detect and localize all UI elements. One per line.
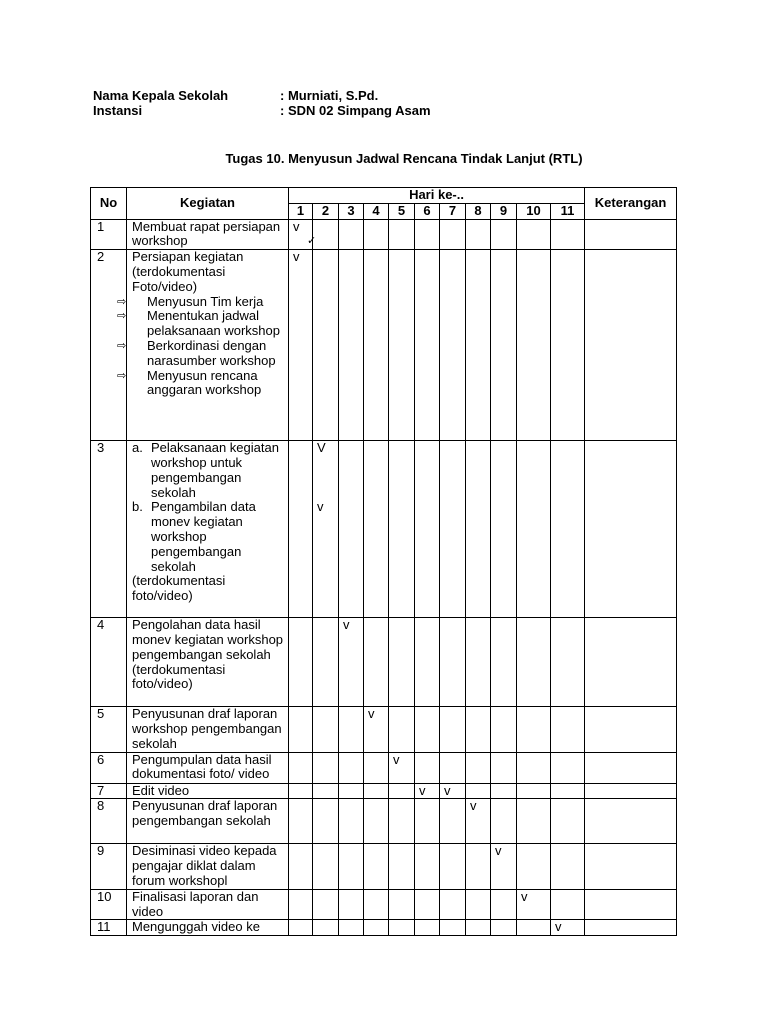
day-cell-4: [364, 844, 389, 889]
activity-text: Mengunggah video ke: [132, 919, 260, 935]
day-cell-6: [415, 618, 440, 707]
sub-activity-item: ⇨ Menyusun Tim kerja: [117, 293, 264, 309]
day-cell-8: [466, 707, 491, 752]
day-cell-10: [517, 752, 551, 783]
sub-activity-item: ⇨ Menentukan jadwal pelaksanaan workshop: [117, 308, 280, 339]
day-cell-11: [551, 752, 585, 783]
day-cell-9: [491, 799, 517, 844]
day-header-4: 4: [364, 203, 389, 219]
day-header-11: 11: [551, 203, 585, 219]
day-cell-5: [389, 752, 415, 783]
check-mark: v: [555, 919, 562, 935]
day-cell-3: [339, 920, 364, 936]
day-cell-3: [339, 250, 364, 441]
check-mark: v: [343, 617, 350, 633]
day-cell-8: [466, 752, 491, 783]
activity-cell: [127, 219, 289, 250]
day-cell-10: [517, 920, 551, 936]
table-row: [91, 844, 677, 889]
day-cell-6: [415, 752, 440, 783]
day-cell-4: [364, 618, 389, 707]
day-cell-11: [551, 889, 585, 920]
arrow-bullet-icon: ⇨: [117, 339, 127, 352]
day-cell-2: [313, 752, 339, 783]
check-mark: v: [495, 843, 502, 859]
activity-cell: [127, 707, 289, 752]
rtl-schedule-table: [90, 187, 677, 936]
sub-activity-item: ⇨ Menyusun rencana anggaran workshop: [117, 367, 262, 398]
table-row: [91, 783, 677, 799]
day-cell-1: [289, 844, 313, 889]
notes-cell: [585, 889, 677, 920]
day-cell-6: [415, 889, 440, 920]
day-header-5: 5: [389, 203, 415, 219]
day-cell-6: [415, 441, 440, 618]
day-cell-6: [415, 844, 440, 889]
arrow-bullet-icon: ⇨: [117, 369, 127, 382]
lettered-activity-item: b. Pengambilan data monev kegiatan workshop pengembangan sekolah: [132, 499, 256, 574]
check-mark: v: [293, 249, 300, 265]
day-cell-11: [551, 441, 585, 618]
day-cell-4: [364, 799, 389, 844]
lettered-activity-list: [132, 441, 286, 574]
check-mark: v: [393, 751, 400, 767]
day-cell-7: [440, 783, 466, 799]
day-cell-3: [339, 618, 364, 707]
day-cell-6: [415, 920, 440, 936]
day-cell-5: [389, 889, 415, 920]
day-cell-7: [440, 920, 466, 936]
day-cell-2: [313, 618, 339, 707]
check-mark: v: [470, 798, 477, 814]
activity-text: Edit video: [132, 782, 190, 798]
day-header-1: 1: [289, 203, 313, 219]
table-row: [91, 441, 677, 618]
day-cell-10: [517, 889, 551, 920]
row-number: 1: [91, 219, 127, 250]
day-cell-5: [389, 219, 415, 250]
day-cell-5: [389, 250, 415, 441]
activity-cell: [127, 618, 289, 707]
table-row: [91, 889, 677, 920]
institution-line: [93, 103, 431, 118]
day-cell-1: [289, 783, 313, 799]
table-row: [91, 799, 677, 844]
activity-text: Penyusunan draf laporan pengembangan sekolah: [132, 798, 278, 829]
day-cell-8: [466, 889, 491, 920]
activity-text: Penyusunan draf laporan workshop pengembangan sekolah: [132, 706, 282, 751]
item-letter: a.: [132, 440, 143, 456]
notes-cell: [585, 441, 677, 618]
activity-text: Persiapan kegiatan (terdokumentasi Foto/video): [132, 249, 244, 294]
row-number: 6: [91, 752, 127, 783]
row-number: 8: [91, 799, 127, 844]
day-cell-6: [415, 250, 440, 441]
notes-cell: [585, 799, 677, 844]
day-cell-10: [517, 250, 551, 441]
day-cell-10: [517, 441, 551, 618]
day-cell-7: [440, 219, 466, 250]
day-cell-6: [415, 783, 440, 799]
check-mark: v: [317, 498, 324, 514]
day-cell-3: [339, 707, 364, 752]
day-cell-7: [440, 250, 466, 441]
activity-cell: [127, 799, 289, 844]
day-cell-5: [389, 783, 415, 799]
activity-cell: [117, 249, 289, 441]
day-header-7: 7: [440, 203, 466, 219]
notes-cell: [585, 920, 677, 936]
day-cell-1: [289, 441, 313, 618]
day-cell-2: [313, 799, 339, 844]
activity-cell: [127, 752, 289, 783]
document-title: Tugas 10. Menyusun Jadwal Rencana Tindak Lanjut (RTL): [225, 151, 583, 166]
day-cell-11: [551, 618, 585, 707]
principal-line: [93, 88, 378, 103]
day-cell-3: [339, 752, 364, 783]
notes-cell: [585, 618, 677, 707]
check-mark: v: [368, 706, 375, 722]
row-number: 9: [91, 844, 127, 889]
day-cell-2: [313, 441, 339, 618]
day-cell-5: [389, 618, 415, 707]
day-cell-10: [517, 844, 551, 889]
day-cell-3: [339, 783, 364, 799]
day-cell-9: [491, 618, 517, 707]
sub-activity-item: ⇨ Berkordinasi dengan narasumber workshop: [117, 337, 276, 368]
day-cell-11: [551, 219, 585, 250]
day-cell-7: [440, 799, 466, 844]
check-mark: V: [317, 440, 326, 456]
day-cell-10: [517, 219, 551, 250]
day-cell-8: [466, 799, 491, 844]
day-cell-9: [491, 219, 517, 250]
day-cell-8: [466, 219, 491, 250]
day-cell-3: [339, 799, 364, 844]
check-mark: v: [419, 782, 426, 798]
activity-note: (terdokumentasi foto/video): [132, 573, 226, 604]
activity-cell: [127, 783, 289, 799]
check-mark: v: [444, 782, 451, 798]
activity-cell: [127, 844, 289, 889]
activity-cell: [127, 920, 289, 936]
day-cell-9: [491, 441, 517, 618]
day-cell-8: [466, 441, 491, 618]
activity-text: Pengumpulan data hasil dokumentasi foto/ video: [132, 751, 272, 782]
day-cell-8: [466, 920, 491, 936]
day-cell-4: [364, 219, 389, 250]
day-cell-10: [517, 707, 551, 752]
row-number: 10: [91, 889, 127, 920]
day-cell-9: [491, 250, 517, 441]
day-header-8: 8: [466, 203, 491, 219]
check-mark: v: [521, 888, 528, 904]
day-cell-7: [440, 844, 466, 889]
notes-cell: [585, 250, 677, 441]
principal-label: Nama Kepala Sekolah: [93, 88, 229, 103]
day-cell-9: [491, 752, 517, 783]
arrow-bullet-icon: ⇨: [117, 295, 127, 308]
activity-cell: [127, 889, 289, 920]
day-cell-4: [364, 920, 389, 936]
day-cell-9: [491, 920, 517, 936]
day-cell-1: [289, 920, 313, 936]
day-cell-1: [289, 799, 313, 844]
day-cell-11: [551, 920, 585, 936]
day-cell-10: [517, 783, 551, 799]
day-cell-2: [313, 889, 339, 920]
day-cell-7: [440, 707, 466, 752]
check-mark: v: [293, 218, 300, 234]
day-cell-9: [491, 844, 517, 889]
day-cell-3: [339, 219, 364, 250]
day-cell-1: [289, 250, 313, 441]
arrow-bullet-icon: ⇨: [117, 310, 127, 323]
day-cell-7: [440, 618, 466, 707]
day-cell-9: [491, 783, 517, 799]
day-cell-8: [466, 618, 491, 707]
row-number: 3: [91, 441, 127, 618]
day-cell-10: [517, 799, 551, 844]
sub-activity-list: [117, 293, 286, 399]
day-cell-11: [551, 844, 585, 889]
notes-cell: [585, 707, 677, 752]
day-header-10: 10: [517, 203, 551, 219]
day-cell-2: [313, 707, 339, 752]
day-cell-6: [415, 219, 440, 250]
table-row: [91, 707, 677, 752]
day-cell-2: [313, 920, 339, 936]
header-activity: Kegiatan: [127, 188, 289, 220]
table-row: [91, 618, 677, 707]
day-cell-6: [415, 799, 440, 844]
day-header-9: 9: [491, 203, 517, 219]
day-cell-8: [466, 783, 491, 799]
day-cell-5: [389, 920, 415, 936]
day-cell-2: [313, 219, 339, 250]
table-row: [91, 219, 677, 250]
day-cell-2: [313, 844, 339, 889]
day-cell-1: [289, 889, 313, 920]
table-row: [91, 920, 677, 936]
notes-cell: [585, 219, 677, 250]
day-cell-6: [415, 707, 440, 752]
day-cell-4: [364, 441, 389, 618]
day-cell-2: [313, 250, 339, 441]
table-body: [91, 219, 677, 936]
day-cell-5: [389, 707, 415, 752]
activity-text: Membuat rapat persiapan workshop: [132, 218, 281, 249]
day-cell-9: [491, 889, 517, 920]
notes-cell: [585, 783, 677, 799]
day-cell-4: [364, 707, 389, 752]
row-number: 11: [91, 920, 127, 936]
day-cell-11: [551, 250, 585, 441]
checkmark-icon: ✓: [307, 235, 317, 248]
day-cell-5: [389, 844, 415, 889]
header-days: Hari ke-..: [289, 188, 585, 204]
row-number: 7: [91, 783, 127, 799]
day-cell-4: [364, 250, 389, 441]
day-cell-3: [339, 844, 364, 889]
lettered-activity-item: a. Pelaksanaan kegiatan workshop untuk pengembangan sekolah: [132, 440, 279, 500]
day-cell-1: [289, 707, 313, 752]
day-cell-7: [440, 441, 466, 618]
institution-value: : SDN 02 Simpang Asam: [280, 103, 431, 118]
day-cell-2: [313, 783, 339, 799]
day-cell-7: [440, 752, 466, 783]
day-cell-1: [289, 618, 313, 707]
day-cell-3: [339, 441, 364, 618]
day-header-2: 2: [313, 203, 339, 219]
day-cell-5: [389, 799, 415, 844]
principal-value: : Murniati, S.Pd.: [280, 88, 379, 103]
activity-text: Desiminasi video kepada pengajar diklat dalam forum workshopl: [132, 843, 277, 888]
row-number: 4: [91, 618, 127, 707]
day-cell-4: [364, 783, 389, 799]
activity-text: Finalisasi laporan dan video: [132, 888, 259, 919]
item-letter: b.: [132, 499, 143, 515]
day-header-6: 6: [415, 203, 440, 219]
day-cell-11: [551, 707, 585, 752]
day-cell-8: [466, 844, 491, 889]
notes-cell: [585, 752, 677, 783]
day-cell-3: [339, 889, 364, 920]
day-cell-11: [551, 799, 585, 844]
table-row: [91, 250, 677, 441]
table-row: [91, 752, 677, 783]
institution-label: Instansi: [93, 103, 143, 118]
day-cell-1: [289, 752, 313, 783]
activity-cell: [127, 441, 289, 618]
day-cell-4: [364, 752, 389, 783]
header-notes: Keterangan: [585, 188, 677, 220]
notes-cell: [585, 844, 677, 889]
day-cell-1: [289, 218, 317, 250]
day-cell-8: [466, 250, 491, 441]
day-cell-5: [389, 441, 415, 618]
activity-text: Pengolahan data hasil monev kegiatan workshop pengembangan sekolah (terdokumentasi foto/video): [132, 617, 284, 692]
day-cell-10: [517, 618, 551, 707]
day-header-3: 3: [339, 203, 364, 219]
day-cell-4: [364, 889, 389, 920]
day-cell-9: [491, 707, 517, 752]
row-number: 2: [91, 250, 127, 441]
day-cell-11: [551, 783, 585, 799]
row-number: 5: [91, 707, 127, 752]
day-cell-7: [440, 889, 466, 920]
header-no: No: [91, 188, 127, 220]
